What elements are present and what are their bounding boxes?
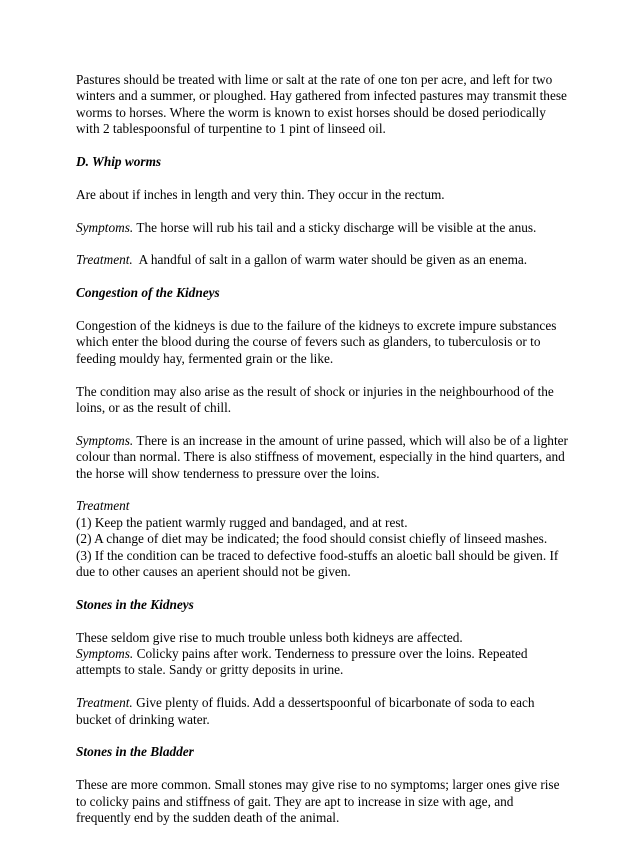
symptoms-label: Symptoms. — [76, 432, 134, 448]
paragraph-stones-kidneys — [76, 630, 568, 679]
heading-whip-worms: D. Whip worms — [76, 154, 162, 170]
treatment-step-1: (1) Keep the patient warmly rugged and bandaged, and at rest. — [76, 514, 408, 530]
stones-kidneys-symptoms — [76, 646, 568, 679]
stones-kidneys-intro: These seldom give rise to much trouble unless both kidneys are affected. — [76, 629, 463, 645]
treatment-label: Treatment. — [76, 695, 133, 711]
symptoms-label: Symptoms. — [76, 646, 134, 662]
paragraph-whip-treatment — [76, 252, 568, 268]
treatment-text: Give plenty of fluids. Add a dessertspoonful of bicarbonate of soda to each bucket of drinking water. — [76, 695, 535, 727]
heading-stones-kidneys: Stones in the Kidneys — [76, 596, 194, 612]
heading-congestion-kidneys: Congestion of the Kidneys — [76, 285, 220, 301]
treatment-text: A handful of salt in a gallon of warm water should be given as an enema. — [132, 252, 528, 268]
treatment-label: Treatment. — [76, 252, 133, 268]
treatment-step-3: (3) If the condition can be traced to defective food-stuffs an aloetic ball should be given. If due to other causes an aperient should not be given. — [76, 547, 559, 580]
symptoms-text: The horse will rub his tail and a sticky discharge will be visible at the anus. — [133, 219, 537, 235]
paragraph-stones-kidneys-treatment — [76, 695, 568, 728]
treatment-step-2: (2) A change of diet may be indicated; the food should consist chiefly of linseed mashes. — [76, 531, 548, 547]
paragraph-whip-symptoms — [76, 220, 568, 236]
paragraph-kidney-symptoms — [76, 433, 568, 482]
paragraph-pastures: Pastures should be treated with lime or salt at the rate of one ton per acre, and left for two winters and a summer, or ploughed. Hay gathered from infected pastures may transmit these worms to horses. Where the worm is known to exist horses should be dosed periodically with 2 tablespoonsful of turpentine to 1 pint of linseed oil. — [76, 72, 567, 137]
paragraph-kidney-condition: The condition may also arise as the result of shock or injuries in the neighbourhood of the loins, or as the result of chill. — [76, 383, 554, 416]
paragraph-kidney-treatment — [76, 498, 568, 580]
symptoms-text: There is an increase in the amount of urine passed, which will also be of a lighter colour than normal. There is also stiffness of movement, especially in the hind quarters, and the horse will show tenderness to pressure over the loins. — [76, 432, 568, 481]
document-page — [76, 72, 568, 843]
paragraph-kidney-cause: Congestion of the kidneys is due to the failure of the kidneys to excrete impure substances which enter the blood during the course of fevers such as glanders, to tuberculosis or to feeding mouldy hay, fermented grain or the like. — [76, 318, 557, 366]
paragraph-whip-description: Are about if inches in length and very thin. They occur in the rectum. — [76, 186, 445, 202]
heading-stones-bladder: Stones in the Bladder — [76, 744, 194, 760]
treatment-label: Treatment — [76, 498, 130, 514]
symptoms-text: Colicky pains after work. Tenderness to pressure over the loins. Repeated attempts to stale. Sandy or gritty deposits in urine. — [76, 646, 528, 678]
symptoms-label: Symptoms. — [76, 219, 134, 235]
paragraph-stones-bladder: These are more common. Small stones may give rise to no symptoms; larger ones give rise to colicky pains and stiffness of gait. They are apt to increase in size with age, and frequently end by the sudden death of the animal. — [76, 777, 560, 826]
